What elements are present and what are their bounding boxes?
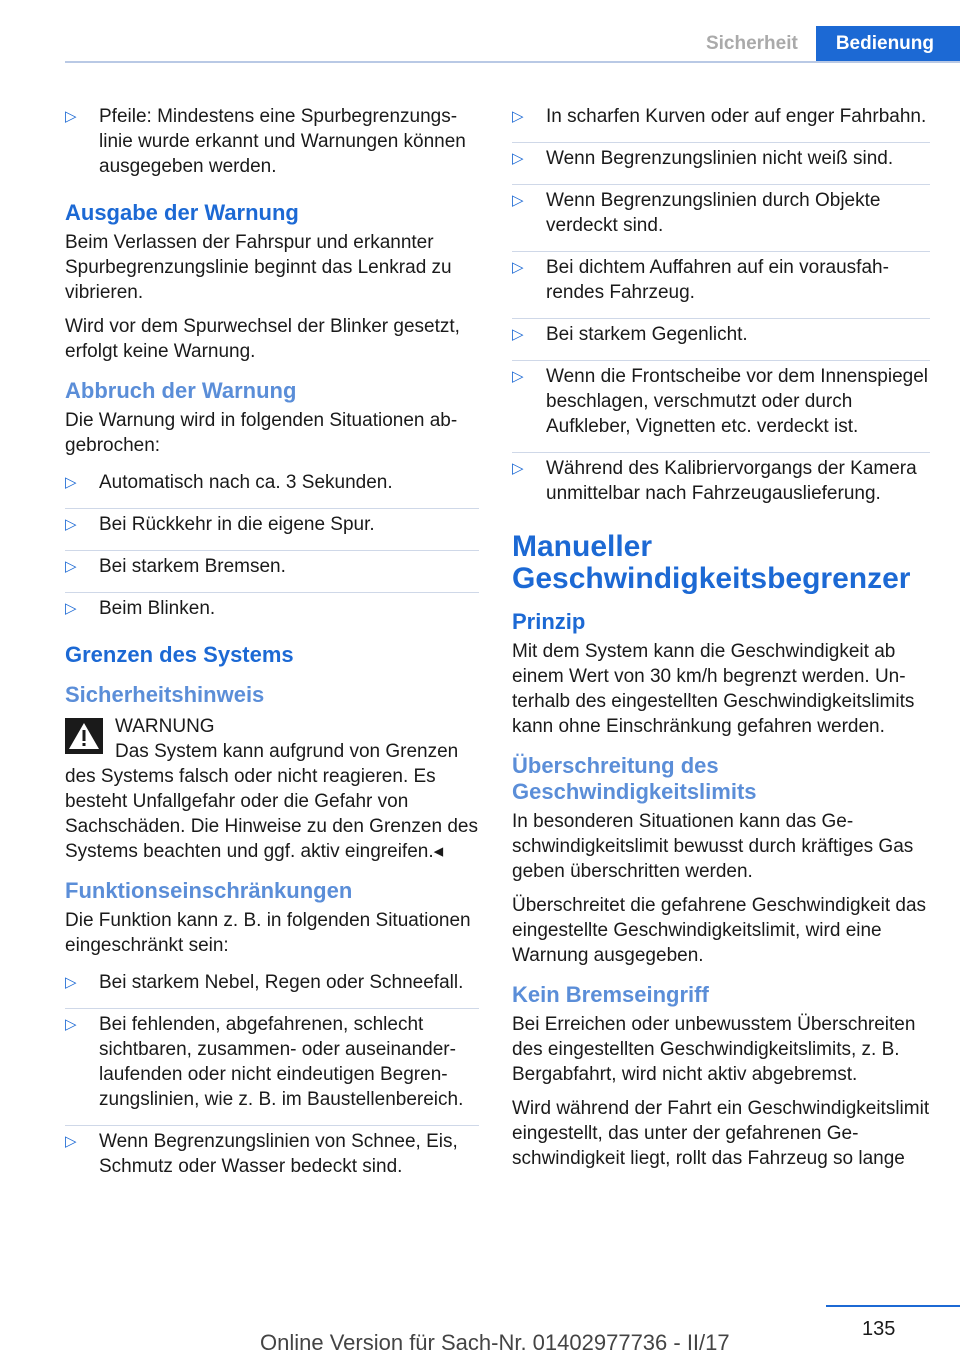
paragraph: Bei Erreichen oder unbewusstem Überschreiten des eingestellten Geschwindigkeitslimits, z. B. Bergabfahrt, wird nicht aktiv abgebremst. <box>512 1014 916 1085</box>
triangle-bullet-icon: ▷ <box>65 516 77 533</box>
situations-list <box>512 101 930 513</box>
list-item: ▷ Automatisch nach ca. 3 Sekunden. <box>65 472 393 493</box>
triangle-bullet-icon: ▷ <box>512 108 524 125</box>
footer-rule <box>826 1305 960 1307</box>
triangle-bullet-icon: ▷ <box>65 474 77 491</box>
paragraph: Mit dem System kann die Geschwindigkeit ab einem Wert von 30 km/h begrenzt werden. Unterhalb des eingestellten Geschwindigkeitslimits kann ohne Einschränkung gefahren werden. <box>512 641 915 737</box>
tab-bedienung[interactable]: Bedienung <box>816 26 960 62</box>
warning-box <box>65 714 479 864</box>
list-item: ▷ Bei Rückkehr in die eigene Spur. <box>65 508 479 544</box>
tab-sicherheit[interactable]: Sicherheit <box>688 26 816 62</box>
paragraph: Überschreitet die gefahrene Geschwindigkeit das eingestellte Geschwindigkeitslimit, wird eine Warnung ausgegeben. <box>512 895 927 966</box>
paragraph: Die Warnung wird in folgenden Situationen abgebrochen: <box>65 410 458 456</box>
abbruch-list <box>65 467 479 628</box>
list-item: ▷ Während des Kalibriervorgangs der Kamera unmittelbar nach Fahrzeugauslieferung. <box>512 452 930 513</box>
list-item: ▷ Bei starkem Gegenlicht. <box>512 318 930 354</box>
paragraph: Beim Verlassen der Fahrspur und erkannter Spurbegrenzungslinie beginnt das Lenkrad zu vibrieren. <box>65 232 452 303</box>
triangle-bullet-icon: ▷ <box>512 326 524 343</box>
warning-title: WARNUNG <box>115 716 215 737</box>
chapter-tabs <box>688 26 960 62</box>
list-item: ▷ Bei dichtem Auffahren auf ein vorausfahrendes Fahrzeug. <box>512 251 930 312</box>
triangle-bullet-icon: ▷ <box>512 192 524 209</box>
list-item: ▷ Wenn Begrenzungslinien von Schnee, Eis, Schmutz oder Wasser bedeckt sind. <box>65 1125 479 1186</box>
triangle-bullet-icon: ▷ <box>512 150 524 167</box>
left-column <box>65 101 479 1192</box>
header-rule <box>65 61 960 63</box>
list-item: ▷ Beim Blinken. <box>65 592 479 628</box>
heading-abbruch: Abbruch der Warnung <box>65 378 297 403</box>
heading-funktion: Funktionseinschränkungen <box>65 878 353 903</box>
triangle-bullet-icon: ▷ <box>65 974 77 991</box>
list-item: ▷ In scharfen Kurven oder auf enger Fahrbahn. <box>512 106 927 127</box>
right-column <box>512 101 930 1180</box>
online-version-note: Online Version für Sach-Nr. 01402977736 - II/17 <box>260 1330 730 1355</box>
list-item: ▷ Wenn Begrenzungslinien durch Objekte verdeckt sind. <box>512 184 930 245</box>
list-item: ▷ Wenn Begrenzungslinien nicht weiß sind. <box>512 142 930 178</box>
list-item: ▷ Wenn die Frontscheibe vor dem Innenspiegel beschlagen, verschmutzt oder durch Aufkleber, Vignetten etc. verdeckt ist. <box>512 360 930 446</box>
triangle-bullet-icon: ▷ <box>512 460 524 477</box>
funktion-list <box>65 967 479 1186</box>
warning-triangle-icon <box>65 718 103 754</box>
triangle-bullet-icon: ▷ <box>512 368 524 385</box>
section-title: Manueller Geschwindigkeitsbegrenzer <box>512 530 911 595</box>
list-item: ▷ Bei fehlenden, abgefahrenen, schlecht sichtbaren, zusammen- oder auseinanderlaufenden oder nicht eindeutigen Begrenzungslinien, wie z. B. im Baustellenbereich. <box>65 1008 479 1119</box>
heading-kein-bremseingriff: Kein Bremseingriff <box>512 982 709 1007</box>
triangle-bullet-icon: ▷ <box>65 558 77 575</box>
arrow-list <box>65 101 479 186</box>
page-number: 135 <box>862 1318 896 1340</box>
heading-sicherheitshinweis: Sicherheitshinweis <box>65 682 265 707</box>
heading-prinzip: Prinzip <box>512 609 586 634</box>
list-item: ▷ Bei starkem Nebel, Regen oder Schneefall. <box>65 972 464 993</box>
heading-ausgabe: Ausgabe der Warnung <box>65 200 299 225</box>
triangle-bullet-icon: ▷ <box>65 600 77 617</box>
heading-ueberschreitung: Überschreitung des Geschwindigkeitslimits <box>512 753 757 804</box>
warning-text-first: Das System kann aufgrund von Grenzen <box>115 741 459 762</box>
warning-text: des Systems falsch oder nicht reagieren. Es besteht Unfallgefahr oder die Gefahr von Sachschäden. Die Hinweise zu den Grenzen des Systems beachten und ggf. aktiv eingreifen.◂ <box>65 766 478 862</box>
triangle-bullet-icon: ▷ <box>512 259 524 276</box>
paragraph: Die Funktion kann z. B. in folgenden Situationen eingeschränkt sein: <box>65 910 471 956</box>
triangle-bullet-icon: ▷ <box>65 1016 77 1033</box>
paragraph: In besonderen Situationen kann das Geschwindigkeitslimit bewusst durch kräftiges Gas geben überschritten werden. <box>512 811 914 882</box>
list-item: ▷ Pfeile: Mindestens eine Spurbegrenzungslinie wurde erkannt und Warnungen können ausgegeben werden. <box>65 106 466 177</box>
paragraph: Wird während der Fahrt ein Geschwindigkeitslimit eingestellt, das unter der gefahrenen Geschwindigkeit liegt, rollt das Fahrzeug so lange <box>512 1098 930 1169</box>
triangle-bullet-icon: ▷ <box>65 108 77 125</box>
paragraph: Wird vor dem Spurwechsel der Blinker gesetzt, erfolgt keine Warnung. <box>65 316 460 362</box>
triangle-bullet-icon: ▷ <box>65 1133 77 1150</box>
heading-grenzen: Grenzen des Systems <box>65 642 294 667</box>
list-item: ▷ Bei starkem Bremsen. <box>65 550 479 586</box>
